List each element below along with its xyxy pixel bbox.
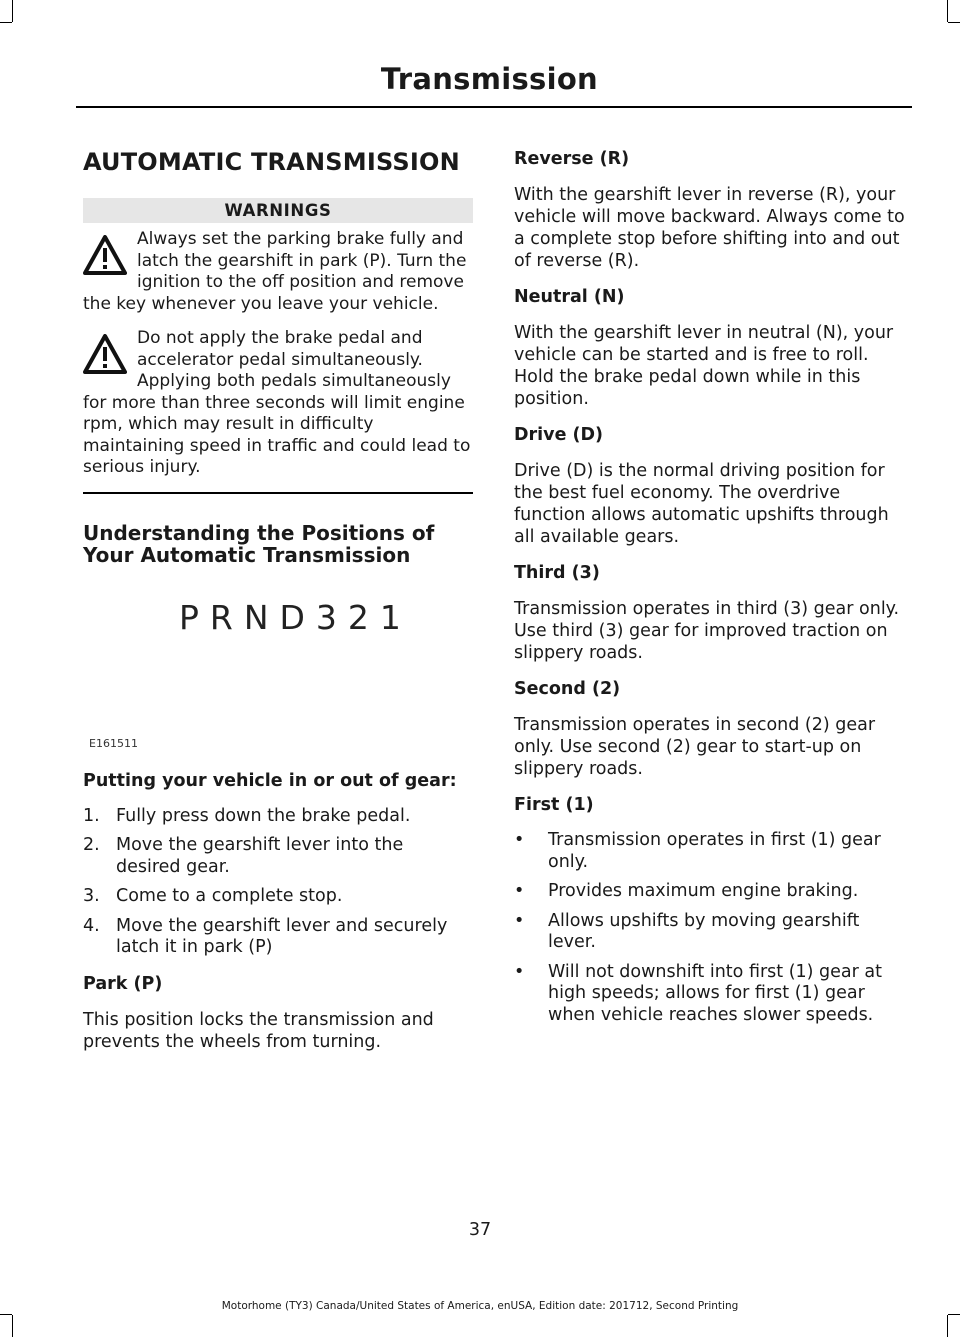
crop-mark [12, 0, 13, 22]
right-column [514, 148, 908, 1034]
warning-triangle-icon [83, 235, 127, 275]
second-heading: Second (2) [514, 679, 621, 699]
first-heading: First (1) [514, 795, 594, 815]
second-text: Transmission operates in second (2) gear only. Use second (2) gear to start-up on slippery roads. [514, 715, 876, 779]
subsection-title: Understanding the Positions of Your Automatic Transmission [83, 520, 435, 567]
section-title: AUTOMATIC TRANSMISSION [83, 148, 460, 176]
page-header-title: Transmission [380, 62, 598, 96]
warning-item [83, 229, 473, 315]
list-item: 3. Come to a complete stop. [83, 886, 343, 906]
list-item: • Provides maximum engine braking. [514, 881, 859, 901]
gear-indicator-figure [83, 580, 473, 750]
drive-text: Drive (D) is the normal driving position for the best fuel economy. The overdrive function allows automatic upshifts through all available gears. [514, 461, 889, 547]
drive-heading: Drive (D) [514, 425, 604, 445]
park-heading: Park (P) [83, 973, 163, 994]
warnings-header: WARNINGS [83, 198, 473, 223]
third-text: Transmission operates in third (3) gear only. Use third (3) gear for improved traction on slippery roads. [514, 599, 900, 663]
page-number: 37 [468, 1220, 492, 1240]
list-item: 2. Move the gearshift lever into the desired gear. [83, 835, 404, 877]
footer-text: Motorhome (TY3) Canada/United States of America, enUSA, Edition date: 201712, Second Printing [221, 1300, 739, 1312]
list-item: • Transmission operates in first (1) gear only. [514, 830, 881, 872]
steps-list [83, 806, 473, 959]
crop-mark [12, 1315, 13, 1337]
crop-mark [947, 1315, 948, 1337]
warnings-divider [83, 492, 473, 494]
third-heading: Third (3) [514, 563, 600, 583]
header-rule [76, 106, 912, 108]
crop-mark [0, 22, 12, 23]
neutral-heading: Neutral (N) [514, 287, 625, 307]
list-item: 4. Move the gearshift lever and securely latch it in park (P) [83, 915, 448, 957]
figure-code: E161511 [89, 736, 138, 750]
neutral-text: With the gearshift lever in neutral (N), your vehicle can be started and is free to roll. Hold the brake pedal down while in this position. [514, 323, 894, 409]
crop-mark [0, 1314, 12, 1315]
first-bullets [514, 830, 908, 1026]
park-text: This position locks the transmission and prevents the wheels from turning. [83, 1009, 434, 1052]
list-item: • Will not downshift into first (1) gear at high speeds; allows for first (1) gear when vehicle reaches slower speeds. [514, 961, 882, 1025]
warning-triangle-icon [83, 334, 127, 374]
warning-item [83, 328, 473, 479]
warning-text: Always set the parking brake fully and latch the gearshift in park (P). Turn the ignition to the off position and remove the key whenever you leave your vehicle. [83, 229, 467, 314]
reverse-text: With the gearshift lever in reverse (R), your vehicle will move backward. Always come to a complete stop before shifting into and out of reverse (R). [514, 185, 905, 271]
warning-text: Do not apply the brake pedal and accelerator pedal simultaneously. Applying both pedals simultaneously for more than three seconds will limit engine rpm, which may result in difficulty maintaining speed in traffic and could lead to serious injury. [83, 328, 471, 477]
crop-mark [948, 1314, 960, 1315]
list-item: 1. Fully press down the brake pedal. [83, 805, 411, 826]
reverse-heading: Reverse (R) [514, 149, 630, 169]
gear-indicator-letters: PRND321 [179, 597, 412, 637]
list-item: • Allows upshifts by moving gearshift lever. [514, 910, 860, 952]
left-column [83, 148, 473, 1067]
crop-mark [947, 0, 948, 22]
gear-intro: Putting your vehicle in or out of gear: [83, 770, 457, 791]
crop-mark [948, 22, 960, 23]
